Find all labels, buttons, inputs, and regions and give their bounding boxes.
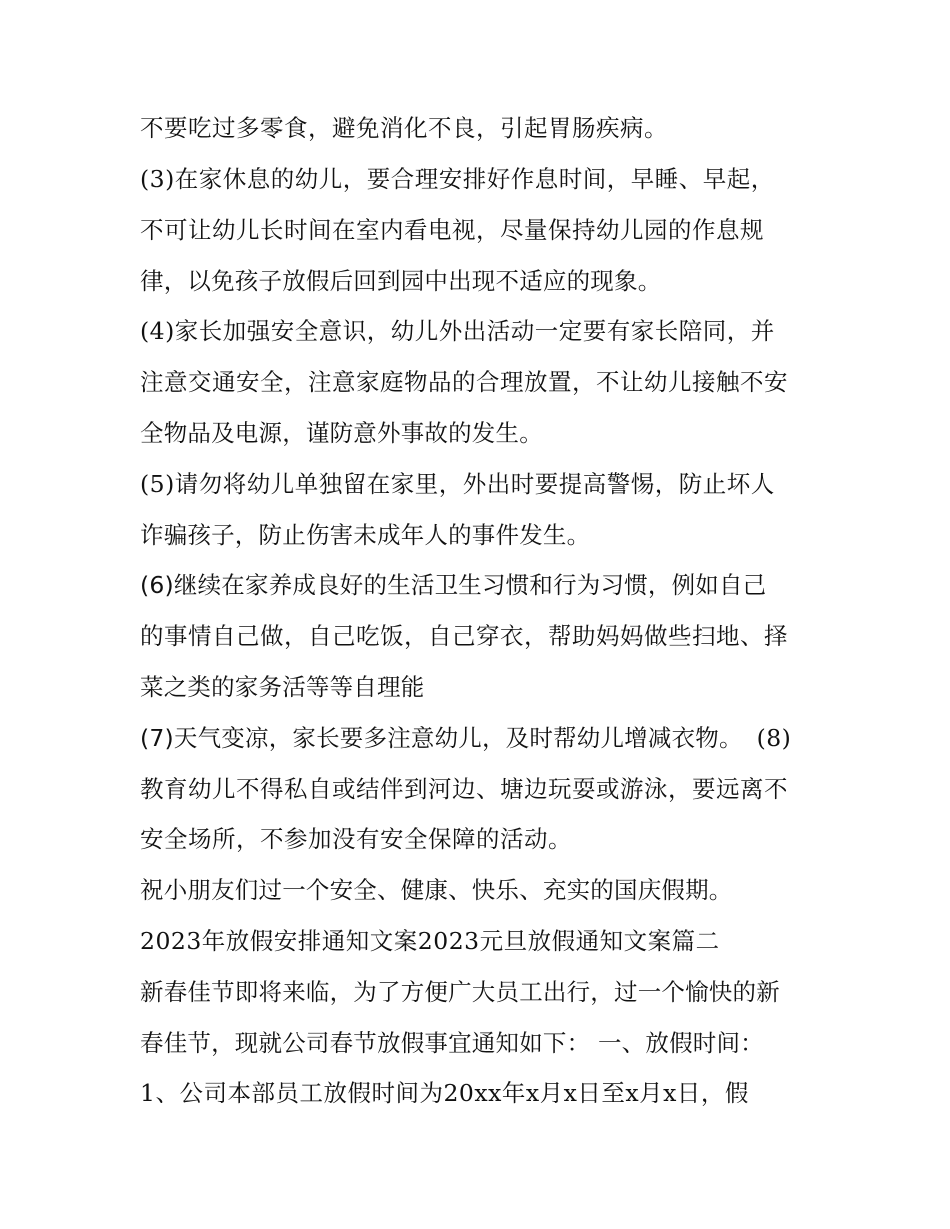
- text-line-9: 诈骗孩子，防止伤害未成年人的事件发生。: [140, 521, 591, 549]
- text-line-3: 不可让幼儿长时间在室内看电视，尽量保持幼儿园的作息规: [140, 216, 764, 244]
- text-line-6: 注意交通安全，注意家庭物品的合理放置，不让幼儿接触不安: [140, 368, 788, 396]
- text-line-13-part-a: (7)天气变凉，家长要多注意幼儿，及时帮幼儿增减衣物。: [140, 724, 743, 752]
- text-line-5: (4)家长加强安全意识，幼儿外出活动一定要有家长陪同，并: [140, 317, 775, 345]
- text-line-17: 2023年放假安排通知文案2023元旦放假通知文案篇二: [140, 927, 720, 955]
- text-line-1: 不要吃过多零食，避免消化不良，引起胃肠疾病。: [140, 114, 668, 142]
- text-line-16: 祝小朋友们过一个安全、健康、快乐、充实的国庆假期。: [140, 876, 733, 904]
- text-line-20: 1、公司本部员工放假时间为20xx年x月x日至x月x日，假: [140, 1079, 749, 1107]
- text-line-19: 春佳节，现就公司春节放假事宜通知如下： 一、放假时间：: [140, 1029, 764, 1057]
- text-line-10: (6)继续在家养成良好的生活卫生习惯和行为习惯，例如自己: [140, 571, 767, 599]
- text-line-14: 教育幼儿不得私自或结伴到河边、塘边玩耍或游泳，要远离不: [140, 775, 788, 803]
- text-line-15: 安全场所，不参加没有安全保障的活动。: [140, 825, 572, 853]
- text-line-18: 新春佳节即将来临，为了方便广大员工出行，过一个愉快的新: [140, 978, 780, 1006]
- text-line-7: 全物品及电源，谨防意外事故的发生。: [140, 419, 543, 447]
- text-line-2: (3)在家休息的幼儿，要合理安排好作息时间，早睡、早起，: [140, 165, 775, 193]
- text-line-8: (5)请勿将幼儿单独留在家里，外出时要提高警惕，防止坏人: [140, 470, 775, 498]
- text-line-13: [140, 718, 830, 758]
- text-line-13-part-b: (8): [756, 724, 792, 752]
- text-line-12: 菜之类的家务活等等自理能: [140, 673, 425, 701]
- text-line-11: 的事情自己做，自己吃饭，自己穿衣，帮助妈妈做些扫地、择: [140, 622, 788, 650]
- text-line-4: 律，以免孩子放假后回到园中出现不适应的现象。: [140, 267, 662, 295]
